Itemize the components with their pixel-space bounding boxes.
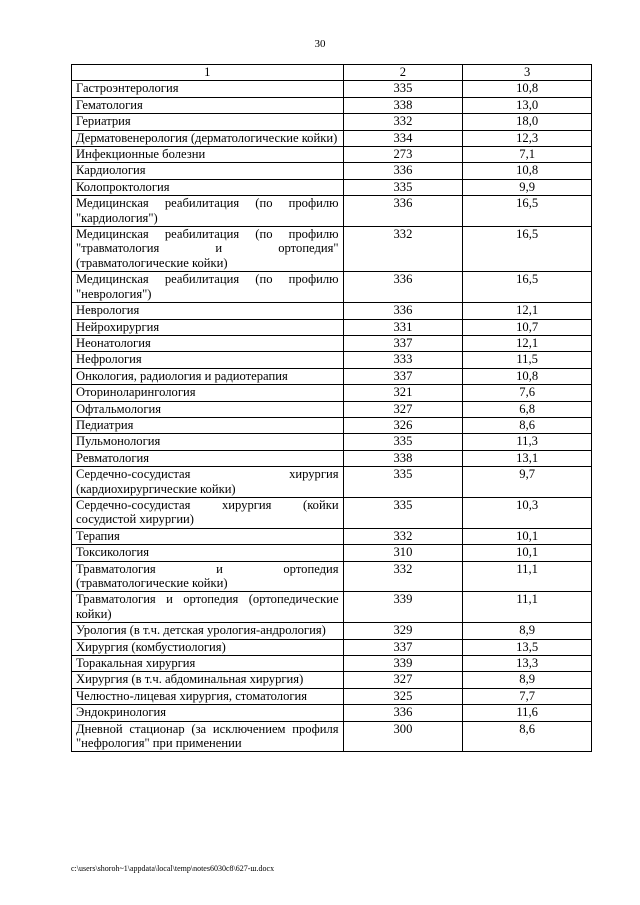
cell-value-2: 332	[343, 114, 463, 130]
cell-specialty: Хирургия (в т.ч. абдоминальная хирургия)	[72, 672, 344, 688]
cell-value-3: 7,7	[463, 688, 592, 704]
cell-value-3: 10,8	[463, 163, 592, 179]
cell-value-3: 12,1	[463, 303, 592, 319]
table-row	[72, 434, 592, 450]
cell-value-3: 16,5	[463, 196, 592, 227]
cell-specialty: Колопроктология	[72, 179, 344, 195]
cell-value-2: 335	[343, 179, 463, 195]
table-row	[72, 592, 592, 623]
cell-value-2: 335	[343, 81, 463, 97]
cell-value-2: 338	[343, 97, 463, 113]
table-row	[72, 385, 592, 401]
cell-value-3: 9,7	[463, 467, 592, 498]
column-header-2: 2	[343, 65, 463, 81]
table-row	[72, 147, 592, 163]
cell-specialty: Нейрохирургия	[72, 319, 344, 335]
cell-value-3: 12,3	[463, 130, 592, 146]
cell-specialty: Дерматовенерология (дерматологические койки)	[72, 130, 344, 146]
cell-value-2: 337	[343, 335, 463, 351]
cell-value-3: 11,1	[463, 592, 592, 623]
cell-specialty: Оториноларингология	[72, 385, 344, 401]
column-header-3: 3	[463, 65, 592, 81]
table-row	[72, 450, 592, 466]
cell-specialty: Неонатология	[72, 335, 344, 351]
cell-value-2: 300	[343, 721, 463, 752]
cell-value-2: 329	[343, 623, 463, 639]
table-row	[72, 319, 592, 335]
cell-specialty: Челюстно-лицевая хирургия, стоматология	[72, 688, 344, 704]
cell-value-2: 336	[343, 163, 463, 179]
data-table	[71, 64, 592, 752]
table-row	[72, 623, 592, 639]
table-header-row	[72, 65, 592, 81]
table-row	[72, 417, 592, 433]
cell-value-3: 16,5	[463, 272, 592, 303]
cell-value-2: 336	[343, 196, 463, 227]
table-row	[72, 672, 592, 688]
cell-value-3: 12,1	[463, 335, 592, 351]
cell-value-3: 7,6	[463, 385, 592, 401]
table-row	[72, 272, 592, 303]
cell-value-2: 337	[343, 639, 463, 655]
cell-value-2: 334	[343, 130, 463, 146]
cell-value-2: 326	[343, 417, 463, 433]
cell-specialty: Терапия	[72, 528, 344, 544]
cell-value-3: 8,6	[463, 721, 592, 752]
table-row	[72, 335, 592, 351]
cell-value-2: 332	[343, 227, 463, 272]
cell-specialty: Медицинская реабилитация (по профилю "кардиология")	[72, 196, 344, 227]
cell-value-3: 8,6	[463, 417, 592, 433]
cell-specialty: Гастроэнтерология	[72, 81, 344, 97]
cell-value-2: 333	[343, 352, 463, 368]
cell-value-2: 335	[343, 497, 463, 528]
cell-specialty: Эндокринология	[72, 705, 344, 721]
cell-specialty: Неврология	[72, 303, 344, 319]
cell-value-3: 10,8	[463, 368, 592, 384]
cell-value-3: 7,1	[463, 147, 592, 163]
cell-specialty: Травматология и ортопедия (травматологические койки)	[72, 561, 344, 592]
cell-specialty: Торакальная хирургия	[72, 656, 344, 672]
cell-value-3: 10,8	[463, 81, 592, 97]
cell-value-2: 339	[343, 656, 463, 672]
table-row	[72, 114, 592, 130]
cell-specialty: Инфекционные болезни	[72, 147, 344, 163]
table-row	[72, 705, 592, 721]
table-row	[72, 721, 592, 752]
table-row	[72, 97, 592, 113]
cell-value-3: 8,9	[463, 672, 592, 688]
cell-value-2: 327	[343, 672, 463, 688]
cell-specialty: Нефрология	[72, 352, 344, 368]
cell-value-3: 9,9	[463, 179, 592, 195]
cell-value-3: 13,0	[463, 97, 592, 113]
cell-value-2: 337	[343, 368, 463, 384]
cell-specialty: Пульмонология	[72, 434, 344, 450]
table-row	[72, 528, 592, 544]
cell-specialty: Офтальмология	[72, 401, 344, 417]
cell-specialty: Дневной стационар (за исключением профиля "нефрология" при применении	[72, 721, 344, 752]
cell-specialty: Урология (в т.ч. детская урология-андрология)	[72, 623, 344, 639]
column-header-1: 1	[72, 65, 344, 81]
cell-value-3: 8,9	[463, 623, 592, 639]
cell-value-2: 332	[343, 561, 463, 592]
cell-value-2: 338	[343, 450, 463, 466]
cell-value-2: 339	[343, 592, 463, 623]
cell-specialty: Хирургия (комбустиология)	[72, 639, 344, 655]
cell-value-2: 273	[343, 147, 463, 163]
table-row	[72, 401, 592, 417]
table-row	[72, 227, 592, 272]
cell-value-3: 13,1	[463, 450, 592, 466]
cell-value-3: 11,1	[463, 561, 592, 592]
table-row	[72, 561, 592, 592]
cell-value-3: 11,5	[463, 352, 592, 368]
cell-specialty: Гематология	[72, 97, 344, 113]
cell-value-2: 336	[343, 303, 463, 319]
cell-specialty: Сердечно-сосудистая хирургия (кардиохирургические койки)	[72, 467, 344, 498]
table-row	[72, 368, 592, 384]
cell-value-3: 10,7	[463, 319, 592, 335]
table-row	[72, 639, 592, 655]
cell-value-3: 13,5	[463, 639, 592, 655]
footer-file-path: c:\users\shoroh~1\appdata\local\temp\notes6030c8\627-ш.docx	[71, 864, 275, 873]
table-row	[72, 163, 592, 179]
table-row	[72, 81, 592, 97]
cell-value-2: 327	[343, 401, 463, 417]
cell-value-3: 11,3	[463, 434, 592, 450]
table-row	[72, 130, 592, 146]
table-row	[72, 352, 592, 368]
cell-value-2: 332	[343, 528, 463, 544]
table-row	[72, 467, 592, 498]
cell-specialty: Травматология и ортопедия (ортопедические койки)	[72, 592, 344, 623]
cell-specialty: Онкология, радиология и радиотерапия	[72, 368, 344, 384]
cell-value-2: 321	[343, 385, 463, 401]
cell-specialty: Токсикология	[72, 545, 344, 561]
cell-value-3: 16,5	[463, 227, 592, 272]
cell-specialty: Гериатрия	[72, 114, 344, 130]
cell-specialty: Медицинская реабилитация (по профилю "травматология и ортопедия" (травматологические койки)	[72, 227, 344, 272]
cell-value-2: 335	[343, 434, 463, 450]
cell-value-2: 310	[343, 545, 463, 561]
table-row	[72, 656, 592, 672]
cell-specialty: Ревматология	[72, 450, 344, 466]
cell-value-3: 10,3	[463, 497, 592, 528]
cell-value-2: 335	[343, 467, 463, 498]
page-number: 30	[314, 38, 326, 50]
table-row	[72, 196, 592, 227]
table-row	[72, 303, 592, 319]
cell-specialty: Сердечно-сосудистая хирургия (койки сосудистой хирургии)	[72, 497, 344, 528]
cell-specialty: Медицинская реабилитация (по профилю "неврология")	[72, 272, 344, 303]
cell-value-2: 336	[343, 272, 463, 303]
cell-value-3: 11,6	[463, 705, 592, 721]
cell-value-2: 325	[343, 688, 463, 704]
cell-value-2: 336	[343, 705, 463, 721]
cell-value-3: 10,1	[463, 545, 592, 561]
cell-value-2: 331	[343, 319, 463, 335]
cell-value-3: 13,3	[463, 656, 592, 672]
cell-value-3: 10,1	[463, 528, 592, 544]
table-row	[72, 688, 592, 704]
table-row	[72, 545, 592, 561]
table-body	[72, 81, 592, 752]
table-row	[72, 179, 592, 195]
table-row	[72, 497, 592, 528]
cell-specialty: Кардиология	[72, 163, 344, 179]
cell-value-3: 6,8	[463, 401, 592, 417]
cell-value-3: 18,0	[463, 114, 592, 130]
cell-specialty: Педиатрия	[72, 417, 344, 433]
